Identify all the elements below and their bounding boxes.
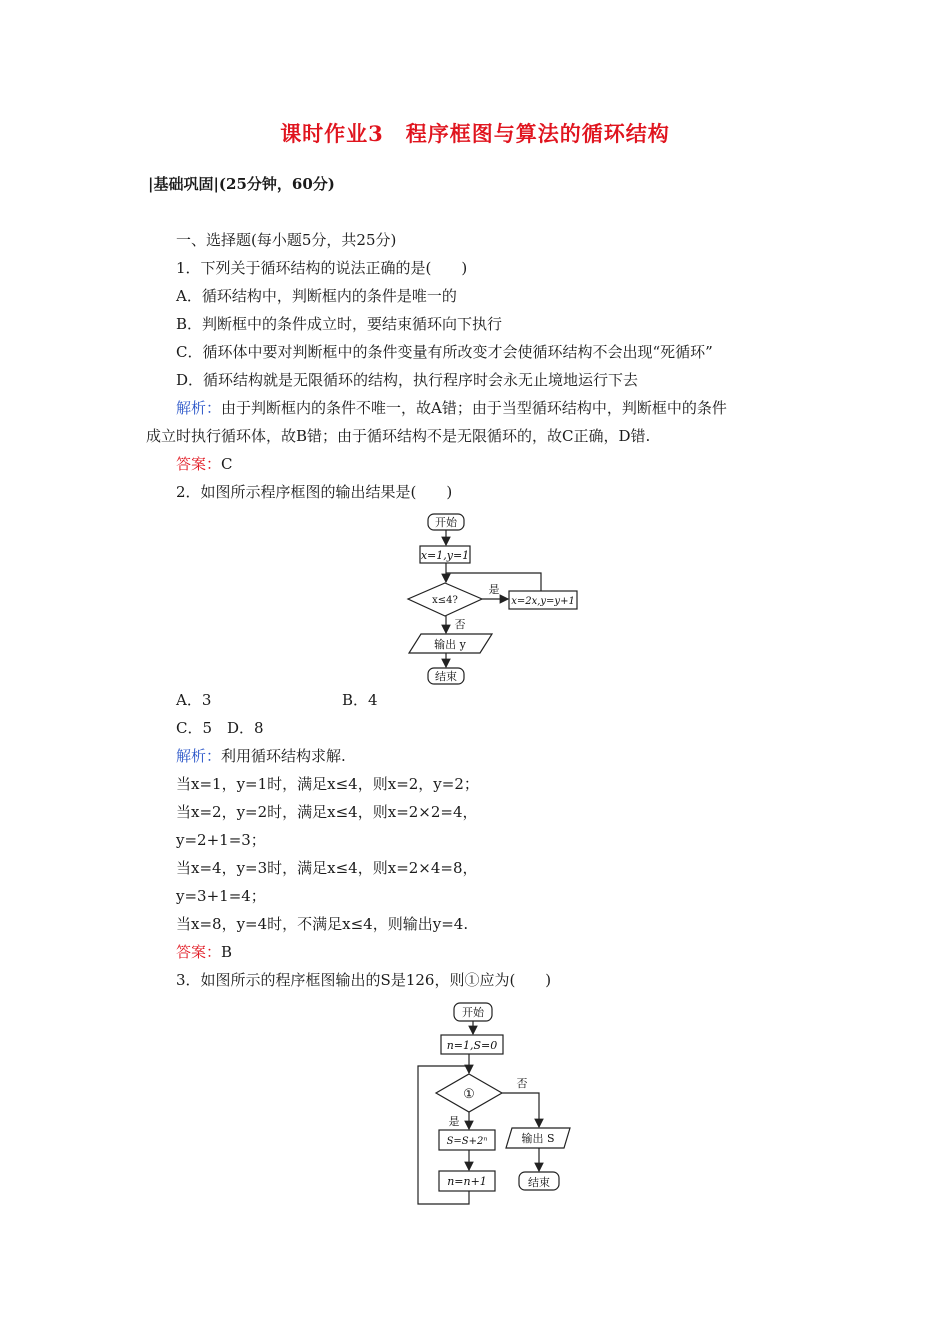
q2-option-a: A．3	[176, 691, 212, 709]
q2-step: 当x=4，y=3时，满足x≤4，则x=2×4=8，	[176, 859, 478, 877]
q2-option-b: B．4	[342, 691, 378, 709]
q3-no-label: 否	[516, 1077, 528, 1090]
q1-option-a: A．循环结构中，判断框内的条件是唯一的	[176, 287, 457, 305]
q2-output-label: 输出 y	[434, 638, 466, 651]
q1-answer: C	[221, 455, 233, 473]
q2-step: y=3+1=4；	[176, 887, 266, 905]
q2-stem: 2．如图所示程序框图的输出结果是( )	[176, 483, 453, 501]
page-title: 课时作业3 程序框图与算法的循环结构	[280, 121, 670, 146]
q3-end-label: 结束	[528, 1176, 550, 1189]
q2-analysis-text: 利用循环结构求解.	[221, 747, 346, 765]
q2-option-cd: C．5 D．8	[176, 719, 264, 737]
q1-analysis-line	[176, 398, 727, 418]
part-heading: 一、选择题(每小题5分，共25分)	[176, 231, 397, 249]
q3-body2-label: n=n+1	[447, 1175, 487, 1188]
q2-init-label: x=1,y=1	[420, 549, 470, 562]
q1-answer-line	[176, 454, 233, 474]
q3-stem: 3．如图所示的程序框图输出的S是126，则①应为( )	[176, 971, 552, 989]
section-heading: |基础巩固|(25分钟，60分)	[148, 175, 335, 193]
q3-cond-label: ①	[463, 1087, 475, 1102]
q1-option-c: C．循环体中要对判断框中的条件变量有所改变才会使循环结构不会出现“死循环”	[176, 343, 713, 361]
q3-yes-label: 是	[448, 1115, 460, 1128]
q2-body-label: x=2x,y=y+1	[511, 596, 575, 607]
answer-label: 答案：	[176, 455, 222, 473]
q2-step: 当x=1，y=1时，满足x≤4，则x=2，y=2；	[176, 775, 479, 793]
q2-flowchart	[400, 508, 590, 690]
q1-analysis-line2: 成立时执行循环体，故B错；由于循环结构不是无限循环的，故C正确，D错.	[146, 427, 651, 445]
q2-answer: B	[221, 943, 233, 961]
analysis-label: 解析：	[176, 747, 222, 765]
q1-stem: 1．下列关于循环结构的说法正确的是( )	[176, 259, 468, 277]
q2-end-label: 结束	[435, 670, 457, 683]
q2-answer-line	[176, 942, 232, 962]
q3-output-label: 输出 S	[521, 1132, 555, 1145]
q2-start-label: 开始	[435, 516, 457, 529]
q1-option-d: D．循环结构就是无限循环的结构，执行程序时会永无止境地运行下去	[176, 371, 639, 389]
q2-yes-label: 是	[488, 583, 500, 596]
q2-cond-label: x≤4?	[432, 595, 458, 606]
q1-analysis-text: 由于判断框内的条件不唯一，故A错；由于当型循环结构中，判断框中的条件	[221, 399, 727, 417]
analysis-label: 解析：	[176, 399, 222, 417]
q2-step: y=2+1=3；	[176, 831, 266, 849]
q2-step: 当x=2，y=2时，满足x≤4，则x=2×2=4，	[176, 803, 478, 821]
q1-option-b: B．判断框中的条件成立时，要结束循环向下执行	[176, 315, 503, 333]
q3-start-label: 开始	[462, 1006, 484, 1019]
answer-label: 答案：	[176, 943, 222, 961]
q3-init-label: n=1,S=0	[446, 1039, 498, 1052]
q2-analysis-line	[176, 746, 346, 766]
q2-no-label: 否	[454, 618, 466, 631]
q2-step: 当x=8，y=4时，不满足x≤4，则输出y=4.	[176, 915, 469, 933]
q3-body1-label: S=S+2ⁿ	[446, 1136, 488, 1147]
q3-flowchart	[410, 998, 590, 1212]
